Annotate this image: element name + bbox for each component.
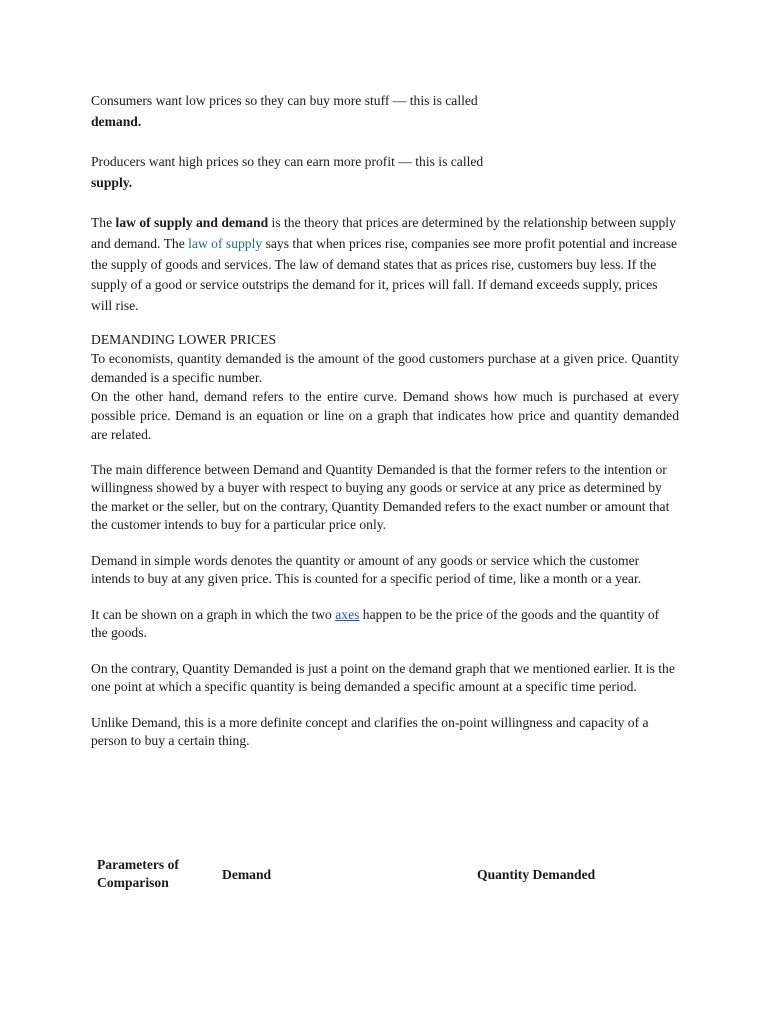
paragraph-definite-concept: Unlike Demand, this is a more definite concept and clarifies the on-point willingness and capacity of a person to buy a certain thing. [91, 714, 649, 749]
graph-closing-text: happen to be the price of the goods and the quantity of the goods. [91, 606, 660, 641]
paragraph-demand-curve: On the other hand, demand refers to the entire curve. Demand shows how much is purchased at every possible price. Demand is an equation or line on a graph that indicates how price and quantity demanded are related. [91, 388, 679, 442]
law-middle-text: is the theory that prices are determined by the relationship between supply and demand. The [91, 215, 676, 251]
paragraph-law-of-supply-and-demand [91, 213, 679, 317]
paragraph-demand-definition [91, 91, 531, 132]
comparison-table-header [97, 856, 657, 900]
header-demand: Demand [222, 867, 272, 882]
document-body [91, 91, 679, 751]
law-of-supply-and-demand-term: law of supply and demand [115, 215, 269, 230]
section-heading: DEMANDING LOWER PRICES [91, 331, 277, 347]
paragraph-demand-simple-words: Demand in simple words denotes the quantity or amount of any goods or service which the customer intends to buy at any given price. This is counted for a specific period of time, like a month or a year. [91, 552, 642, 587]
supply-definition-text: Producers want high prices so they can earn more profit — this is called [91, 154, 484, 169]
graph-intro-text: It can be shown on a graph in which the two [91, 606, 336, 622]
paragraph-supply-definition [91, 152, 501, 193]
supply-term: supply. [91, 174, 133, 190]
demand-term: demand. [91, 113, 142, 129]
header-quantity-demanded: Quantity Demanded [477, 867, 596, 882]
paragraph-main-difference: The main difference between Demand and Quantity Demanded is that the former refers to the intention or willingness showed by a buyer with respect to buying any goods or service at any price as determined by the market or the seller, but on the contrary, Quantity Demanded refers to the exact number or amount that the customer intends to buy for a particular price only. [91, 461, 670, 533]
paragraph-graph-axes [91, 606, 679, 643]
law-intro-text: The [91, 215, 116, 230]
axes-link[interactable]: axes [335, 606, 360, 622]
header-parameters-of-comparison: Parameters of Comparison [97, 857, 179, 890]
demand-definition-text: Consumers want low prices so they can buy more stuff — this is called [91, 93, 478, 108]
paragraph-quantity-demanded-point: On the contrary, Quantity Demanded is just a point on the demand graph that we mentioned earlier. It is the one point at which a specific quantity is being demanded a specific amount at a specific time period. [91, 660, 675, 695]
law-of-supply-link[interactable]: law of supply [188, 235, 263, 251]
law-closing-text: says that when prices rise, companies see more profit potential and increase the supply of goods and services. The law of demand states that as prices rise, customers buy less. If the supply of a good or service outstrips the demand for it, prices will fall. If demand exceeds supply, prices will rise. [91, 235, 678, 314]
paragraph-quantity-demanded: To economists, quantity demanded is the amount of the good customers purchase at a given price. Quantity demanded is a specific number. [91, 350, 679, 385]
